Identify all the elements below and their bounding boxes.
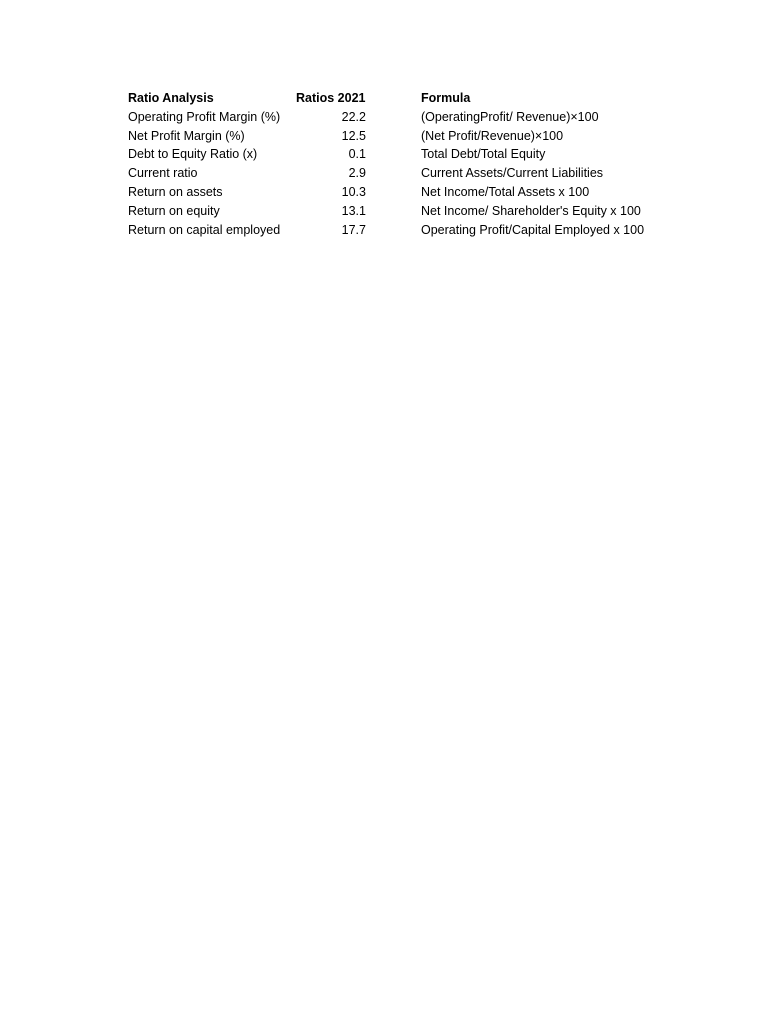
ratio-value: 22.2 xyxy=(341,109,366,124)
ratio-formula: (OperatingProfit/ Revenue)×100 xyxy=(421,109,599,124)
ratio-formula: Current Assets/Current Liabilities xyxy=(421,166,604,181)
ratio-formula: Net Income/Total Assets x 100 xyxy=(421,184,590,199)
ratio-value: 12.5 xyxy=(341,128,366,143)
ratio-value: 10.3 xyxy=(341,184,366,199)
ratio-name: Return on assets xyxy=(128,184,223,199)
ratio-name: Return on capital employed xyxy=(128,222,281,237)
ratio-value: 0.1 xyxy=(348,147,366,162)
ratio-name: Current ratio xyxy=(128,166,198,181)
ratio-value: 17.7 xyxy=(341,222,366,237)
ratio-formula: Net Income/ Shareholder's Equity x 100 xyxy=(421,203,641,218)
ratio-formula: Operating Profit/Capital Employed x 100 xyxy=(421,222,645,237)
row-spacer xyxy=(366,108,421,127)
row-spacer xyxy=(366,183,421,202)
header-spacer xyxy=(366,89,421,108)
row-spacer xyxy=(366,221,421,240)
table-row xyxy=(128,183,661,202)
ratio-name: Return on equity xyxy=(128,203,220,218)
header-ratios-2021: Ratios 2021 xyxy=(296,91,366,105)
ratio-name: Debt to Equity Ratio (x) xyxy=(128,147,258,162)
header-formula: Formula xyxy=(421,91,471,105)
ratio-sheet xyxy=(128,89,661,239)
table-row xyxy=(128,145,661,164)
table-row xyxy=(128,108,661,127)
ratio-name: Net Profit Margin (%) xyxy=(128,128,245,143)
ratio-formula: Total Debt/Total Equity xyxy=(421,147,546,162)
row-spacer xyxy=(366,145,421,164)
table-row xyxy=(128,164,661,183)
ratio-value: 13.1 xyxy=(341,203,366,218)
table-header-row xyxy=(128,89,661,108)
row-spacer xyxy=(366,202,421,221)
ratio-analysis-table xyxy=(128,89,661,239)
ratio-value: 2.9 xyxy=(348,166,366,181)
header-ratio-analysis: Ratio Analysis xyxy=(128,91,214,105)
ratio-formula: (Net Profit/Revenue)×100 xyxy=(421,128,564,143)
row-spacer xyxy=(366,164,421,183)
table-row xyxy=(128,221,661,240)
table-row xyxy=(128,127,661,146)
table-row xyxy=(128,202,661,221)
row-spacer xyxy=(366,127,421,146)
ratio-name: Operating Profit Margin (%) xyxy=(128,109,281,124)
